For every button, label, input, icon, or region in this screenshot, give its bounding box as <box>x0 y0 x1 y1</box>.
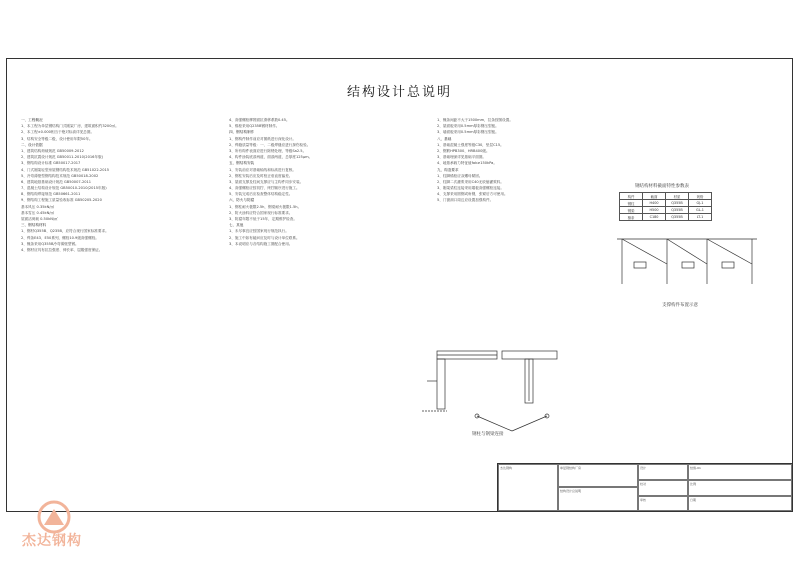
note-line: 一、工程概况 <box>21 118 43 122</box>
table-cell: 钢柱 <box>620 200 643 207</box>
note-line: 2、防火涂料应符合国家现行标准要求。 <box>229 210 293 215</box>
table-cell: 规格 <box>689 193 712 200</box>
table-cell: GJ-1 <box>689 200 712 207</box>
note-line: 5、锚栓采用Q235B钢材制作。 <box>229 124 280 129</box>
notes-column-2 <box>229 117 411 497</box>
note-line: 屋面活荷载 0.50kN/㎡ <box>21 217 58 221</box>
table-cell: C180 <box>643 214 666 221</box>
note-line: 2、钢柱安装后应及时校正垂直度偏差。 <box>229 173 293 178</box>
note-line: 九、构造要求 <box>437 167 459 172</box>
drawing-name-cell: 结构设计总说明 <box>558 487 638 511</box>
note-line: 1、本工程为单层钢结构门式刚架厂房，建筑面积约3200㎡。 <box>21 124 119 129</box>
table-row <box>620 193 712 200</box>
note-line: 3、结构安全等级二级，设计使用年限50年。 <box>21 136 93 141</box>
table-cell: Q355B <box>666 207 689 214</box>
title-block <box>497 463 793 512</box>
table-cell: 钢梁 <box>620 207 643 214</box>
note-line: 4、高强螺栓应按初拧、终拧顺序进行施工。 <box>229 186 300 191</box>
note-line: 1、檩条间距不大于1500mm，拉条按图设置。 <box>437 118 513 122</box>
date-cell: 日期 <box>688 496 792 511</box>
note-line: 2、屋面板采用0.5mm厚彩钢压型板。 <box>437 124 499 129</box>
note-line: 三、钢结构材料 <box>21 223 47 228</box>
notes-column-3 <box>437 117 605 317</box>
note-line: 八、基础 <box>437 136 452 141</box>
note-line: 2、柱脚二次灌浆采用C40无收缩灌浆料。 <box>437 179 504 184</box>
table-cell: 材质 <box>666 193 689 200</box>
note-line: 二、设计依据 <box>21 142 43 147</box>
figure-caption-1: 钢柱与钢梁连接 <box>472 432 504 437</box>
note-line: 基本风压 0.35kN/㎡ <box>21 204 55 209</box>
table-cell: H400 <box>643 200 666 207</box>
note-line: 5、冷弯薄壁型钢结构技术规范 GB50018-2002 <box>21 173 99 178</box>
table-cell: Q355B <box>666 214 689 221</box>
note-line: 1、柱脚锚栓应双螺母紧固。 <box>437 173 483 178</box>
project-name-cell: 单层钢结构厂房 <box>558 464 638 487</box>
drawing-sheet <box>6 58 793 512</box>
note-line: 6、建筑地基基础设计规范 GB50007-2011 <box>21 179 92 184</box>
note-line: 3、墙面板采用0.5mm厚彩钢压型板。 <box>437 130 499 135</box>
approver-cell: 审核 <box>638 496 688 511</box>
note-line: 4、支撑采用圆钢或角钢，张紧后方可使用。 <box>437 192 508 197</box>
note-line: 1、钢材Q355B、Q235B，应符合现行国家标准要求。 <box>21 229 109 234</box>
note-line: 7、混凝土结构设计规范 GB50010-2010(2015年版) <box>21 186 107 191</box>
table-cell: H500 <box>643 207 666 214</box>
note-line: 5、安装完成后应检查整体结构稳定性。 <box>229 192 293 197</box>
note-line: 4、地基承载力特征值fak≥150kPa。 <box>437 161 497 166</box>
note-line: 2、本工程±0.000相当于绝对标高详见总图。 <box>21 130 95 135</box>
note-line: 3、刚架梁柱连接采用端板高强螺栓连接。 <box>437 186 504 191</box>
connection-detail-drawing <box>417 341 567 441</box>
table-cell: Q355B <box>666 200 689 207</box>
table-cell: LT-1 <box>689 214 712 221</box>
note-line: 六、防火与防腐 <box>229 198 255 203</box>
note-line: 3、檩条采用Q355B冷弯薄壁型钢。 <box>21 241 79 246</box>
note-line: 4、高强螺栓摩擦面抗滑移系数0.45。 <box>229 118 290 122</box>
note-line: 基本雪压 0.45kN/㎡ <box>21 210 55 215</box>
note-line: 2、钢筋HPB300、HRB400级。 <box>437 148 490 153</box>
table-cell: 檩条 <box>620 214 643 221</box>
notes-column-1 <box>21 117 191 497</box>
figure-caption-2: 支撑构件布置示意 <box>662 303 698 308</box>
note-line: 五、钢结构安装 <box>229 161 255 166</box>
note-line: 3、屋面支撑及柱间支撑应与主构件同步安装。 <box>229 179 304 184</box>
note-line: 4、门式刚架轻型房屋钢结构技术规范 GB51022-2015 <box>21 167 110 172</box>
note-line: 3、钢结构设计标准 GB50017-2017 <box>21 161 81 166</box>
note-line: 1、钢柱耐火极限2.5h，钢梁耐火极限1.5h。 <box>229 204 302 209</box>
note-line: 4、构件涂装底漆两道，面漆两道，总厚度125μm。 <box>229 155 313 160</box>
note-line: 3、本说明应与各结构施工图配合使用。 <box>229 241 293 246</box>
designer-cell: 设计 <box>638 464 688 480</box>
note-line: 1、未尽事宜应按国家现行规范执行。 <box>229 229 289 234</box>
watermark-logo-text: 杰达钢构 <box>22 533 82 549</box>
note-line: 1、建筑结构荷载规范 GB50009-2012 <box>21 148 84 153</box>
note-line: 2、施工中如有疑问应及时与设计单位联系。 <box>229 235 300 240</box>
note-line: 2、焊条E43、E50系列，螺栓10.9级高强螺栓。 <box>21 235 99 240</box>
table-row <box>620 214 712 221</box>
table-row <box>620 200 712 207</box>
note-line: 四、钢结构制作 <box>229 130 255 135</box>
note-line: 1、安装前应对基础轴线和标高进行复核。 <box>229 167 296 172</box>
note-line: 5、门窗洞口周边应设置加强构件。 <box>437 198 494 203</box>
table-cell: 截面 <box>643 193 666 200</box>
table-cell: GL-1 <box>689 207 712 214</box>
drawing-number-cell: 结施-01 <box>688 464 792 480</box>
checker-cell: 校对 <box>638 480 688 496</box>
company-cell: 杰达钢构 <box>498 464 558 511</box>
note-line: 8、钢结构焊接规范 GB50661-2011 <box>21 192 81 197</box>
note-line: 1、钢构件制作前应对图纸进行深化设计。 <box>229 136 296 141</box>
frame-elevation-drawing <box>612 224 762 299</box>
note-line: 4、钢材应具有抗拉强度、伸长率、屈服强度保证。 <box>21 247 103 252</box>
note-line: 3、基础埋深详见基础平面图。 <box>437 155 487 160</box>
note-line: 七、其他 <box>229 223 244 228</box>
table-cell: 构件 <box>620 193 643 200</box>
page-title: 结构设计总说明 <box>346 85 452 100</box>
note-line: 1、基础混凝土强度等级C30，垫层C15。 <box>437 142 504 147</box>
note-line: 2、焊缝质量等级：一、二级焊缝应进行探伤检验。 <box>229 142 311 147</box>
note-line: 2、建筑抗震设计规范 GB50011-2010(2016年版) <box>21 155 104 160</box>
note-line: 9、钢结构工程施工质量验收标准 GB50205-2020 <box>21 198 102 203</box>
note-line: 3、防腐年限不低于15年，定期维护检查。 <box>229 217 297 221</box>
material-table <box>619 192 712 221</box>
note-line: 3、所有构件表面应进行除锈处理，等级Sa2.5。 <box>229 148 307 153</box>
scale-cell: 比例 <box>688 480 792 496</box>
table-row <box>620 207 712 214</box>
table-title: 钢结构材料截面特性参数表 <box>635 184 689 189</box>
